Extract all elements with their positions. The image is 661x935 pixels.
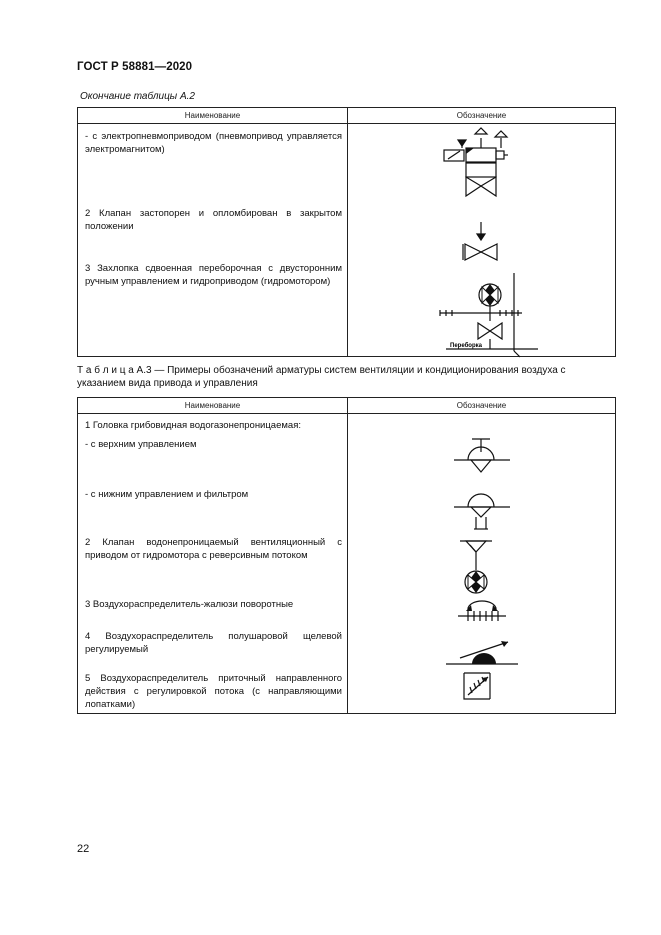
name-column <box>78 414 348 714</box>
table-a3-row-2: 2 Клапан водонепроницаемый вентиляционный с приводом от гидромотора с реверсивным потоком <box>85 537 342 561</box>
column-header-name: Наименование <box>78 108 348 124</box>
table-a3-row-4: 4 Воздухораспределитель полушаровой щелевой регулируемый <box>85 631 342 655</box>
symbol-column <box>348 124 616 357</box>
table-a3-row-1a: - с верхним управлением <box>85 439 197 450</box>
table-a2 <box>77 107 616 357</box>
table-a2-row-3: 3 Захлопка сдвоенная переборочная с двусторонним ручным управлением и гидроприводом (гидромотором) <box>85 263 342 287</box>
table-a3-row-3: 3 Воздухораспределитель-жалюзи поворотные <box>85 599 294 610</box>
table-a3-row-1: 1 Головка грибовидная водогазонепроницаемая: <box>85 420 301 431</box>
electropneumatic-valve-icon <box>444 130 524 198</box>
rotary-louver-icon <box>454 599 514 629</box>
table-a3-row-1b: - с нижним управлением и фильтром <box>85 489 249 500</box>
mushroom-head-bottom-filter-icon <box>454 487 514 543</box>
column-header-symbol: Обозначение <box>348 108 616 124</box>
bulkhead-label: Переборка <box>450 343 482 349</box>
column-header-symbol: Обозначение <box>348 398 616 414</box>
locked-valve-icon <box>463 220 503 266</box>
double-bulkhead-flap-icon <box>438 273 548 363</box>
table-a2-row-1: - с электропневмоприводом (пневмопривод управляется электромагнитом) <box>85 131 342 155</box>
table-a3-caption: Т а б л и ц а А.3 — Примеры обозначений арматуры систем вентиляции и кондиционирования воздуха с указанием вида привода и управления <box>77 365 566 389</box>
document-code: ГОСТ Р 58881—2020 <box>77 61 193 73</box>
directional-supply-diffuser-icon <box>460 669 500 705</box>
table-a3 <box>77 397 616 714</box>
symbol-column <box>348 414 616 714</box>
page-number: 22 <box>77 843 90 855</box>
name-column <box>78 124 348 357</box>
table-a2-caption: Окончание таблицы А.2 <box>80 91 195 102</box>
table-a3-row-5: 5 Воздухораспределитель приточный направленного действия с регулировкой потока (с направляющими лопатками) <box>85 673 342 710</box>
table-a2-row-2: 2 Клапан застопорен и опломбирован в закрытом положении <box>85 208 342 232</box>
mushroom-head-top-control-icon <box>454 438 514 478</box>
column-header-name: Наименование <box>78 398 348 414</box>
watertight-vent-valve-icon <box>458 538 498 608</box>
